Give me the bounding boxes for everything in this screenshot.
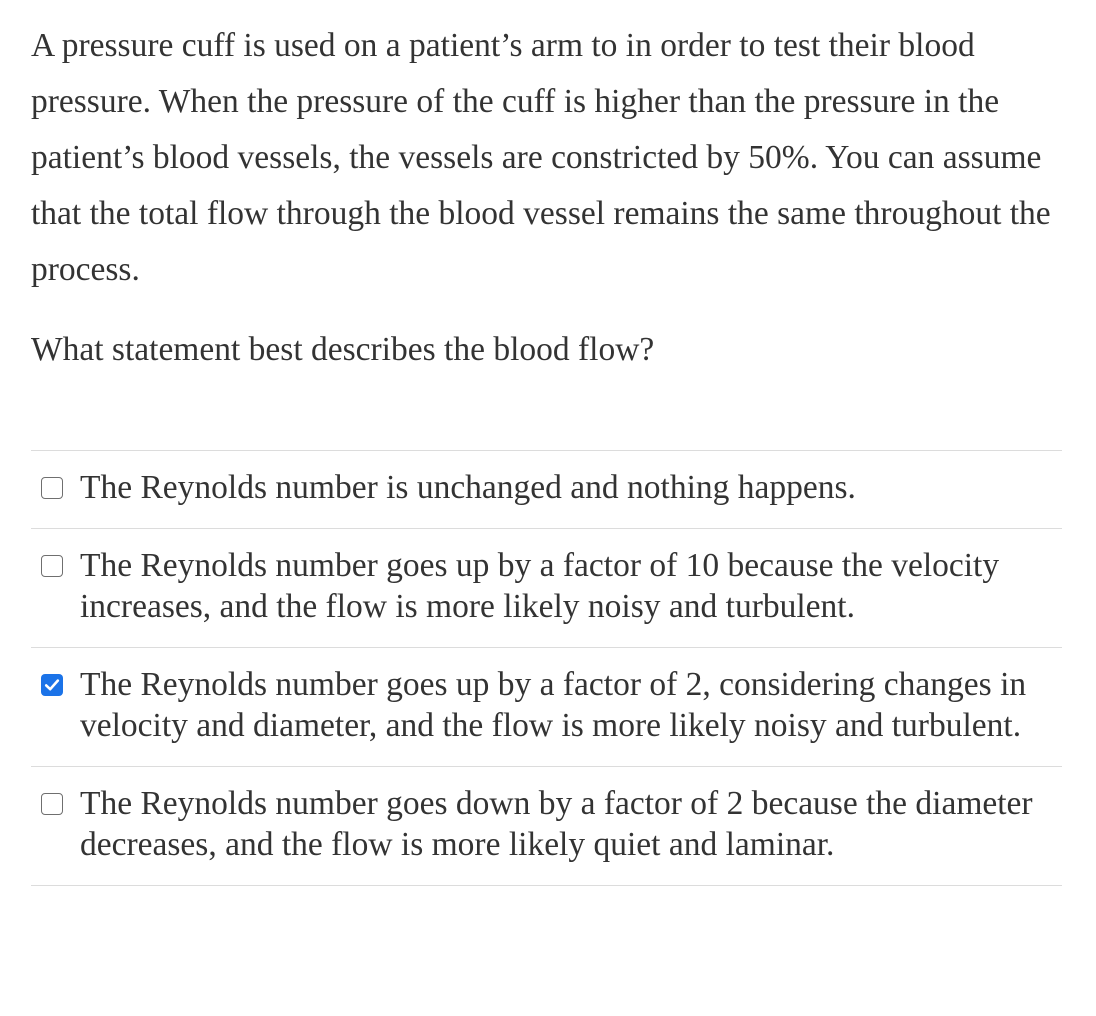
- question-text: A pressure cuff is used on a patient’s arm to in order to test their blood pressure. When the pressure of the cuff is higher than the pressure in the patient’s blood vessels, the vessels are constricted by 50%. You can assume that the total flow through the blood vessel remains the same throughout the process.: [31, 27, 1051, 288]
- question-prompt: What statement best describes the blood flow?: [31, 331, 655, 368]
- answer-option-4[interactable]: [31, 767, 1062, 886]
- checkmark-icon: [43, 676, 61, 694]
- answer-option-1[interactable]: [31, 451, 1062, 529]
- answer-option-label: The Reynolds number goes down by a factor of 2 because the diameter decreases, and the flow is more likely quiet and laminar.: [80, 785, 1033, 863]
- answer-option-label: The Reynolds number goes up by a factor of 2, considering changes in velocity and diameter, and the flow is more likely noisy and turbulent.: [80, 666, 1027, 744]
- answer-option-label: The Reynolds number goes up by a factor of 10 because the velocity increases, and the flow is more likely noisy and turbulent.: [80, 547, 1000, 625]
- checkbox-unchecked-icon[interactable]: [41, 793, 63, 815]
- checkbox-unchecked-icon[interactable]: [41, 555, 63, 577]
- answer-option-2[interactable]: [31, 529, 1062, 648]
- answer-option-3[interactable]: [31, 648, 1062, 767]
- checkbox-unchecked-icon[interactable]: [41, 477, 63, 499]
- answer-option-label: The Reynolds number is unchanged and nothing happens.: [80, 469, 856, 506]
- checkbox-checked-icon[interactable]: [41, 674, 63, 696]
- answer-options: [31, 450, 1062, 886]
